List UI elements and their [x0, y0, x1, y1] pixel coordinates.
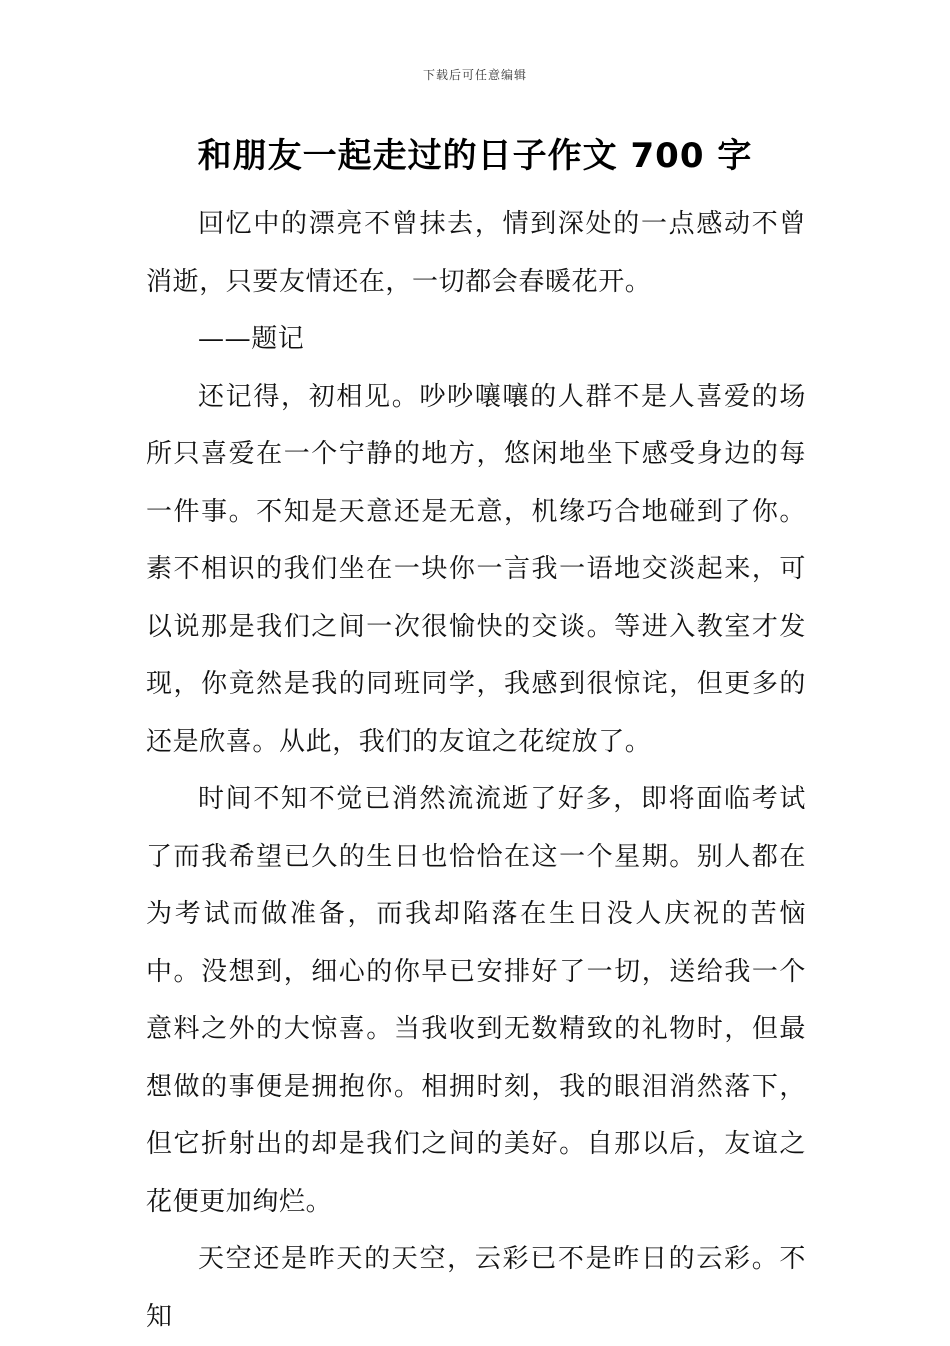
paragraph-intro: 回忆中的漂亮不曾抹去，情到深处的一点感动不曾消逝，只要友情还在，一切都会春暖花开。 [146, 209, 806, 297]
paragraph-sky: 天空还是昨天的天空，云彩已不是昨日的云彩。不知 [146, 1244, 806, 1332]
essay-body [146, 196, 806, 1346]
page-title: 和朋友一起走过的日子作文 700 字 [197, 136, 753, 176]
paragraph-birthday: 时间不知不觉已消然流流逝了好多，即将面临考试了而我希望已久的生日也恰恰在这一个星期。别人都在为考试而做准备，而我却陷落在生日没人庆祝的苦恼中。没想到，细心的你早已安排好了一切，送给我一个意料之外的大惊喜。当我收到无数精致的礼物时，但最想做的事便是拥抱你。相拥时刻，我的眼泪消然落下，但它折射出的却是我们之间的美好。自那以后，友谊之花便更加绚烂。 [146, 784, 806, 1217]
paragraph-first-meeting: 还记得，初相见。吵吵嚷嚷的人群不是人喜爱的场所只喜爱在一个宁静的地方，悠闲地坐下感受身边的每一件事。不知是天意还是无意，机缘巧合地碰到了你。素不相识的我们坐在一块你一言我一语地交淡起来，可以说那是我们之间一次很愉快的交谈。等进入教室才发现，你竟然是我的同班同学，我感到很惊诧，但更多的还是欣喜。从此，我们的友谊之花绽放了。 [146, 381, 806, 757]
header-note: 下载后可任意编辑 [422, 68, 527, 82]
paragraph-epigraph: ——题记 [198, 324, 305, 354]
